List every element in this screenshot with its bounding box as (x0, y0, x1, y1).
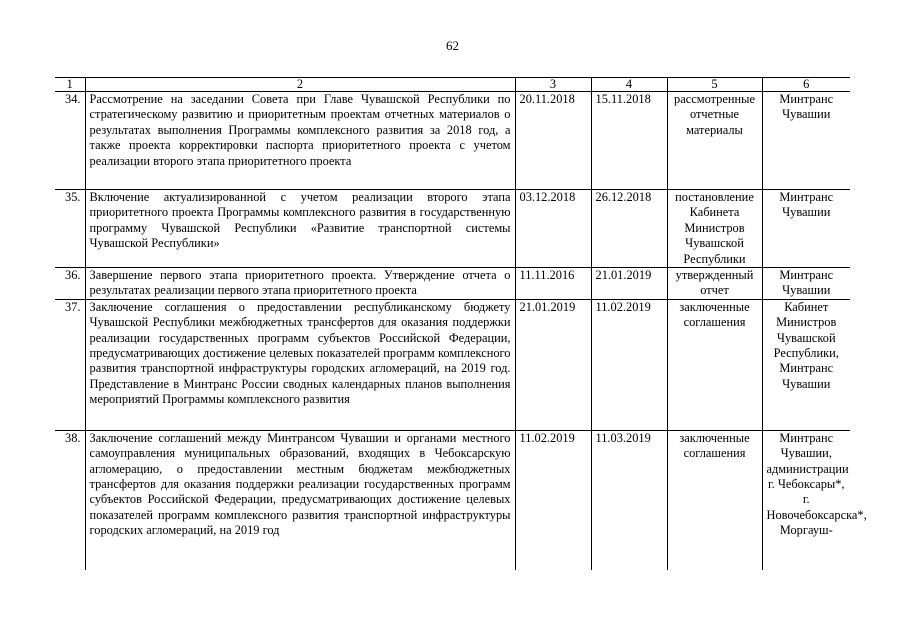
start-date: 21.01.2019 (515, 299, 591, 430)
executor: Минтранс Чувашии (762, 92, 850, 190)
executor: Минтранс Чувашии (762, 268, 850, 300)
end-date: 15.11.2018 (591, 92, 667, 190)
row-number: 35. (55, 190, 85, 268)
row-number: 36. (55, 268, 85, 300)
event-description: Заключение соглашений между Минтрансом Чувашии и органами местного самоуправления муниципальных образований, входящих в Чебоксарскую агломерацию, о предоставлении местным бюджетам межбюджетных трансфертов для оказания поддержки реализации государственных программ субъектов Российской Федерации, предусматривающих достижение целевых показателей программ комплексного развития транспортной инфраструктуры городских агломераций, на 2019 год (85, 430, 515, 570)
result: заключенные соглашения (667, 430, 762, 570)
start-date: 20.11.2018 (515, 92, 591, 190)
column-header: 3 (515, 78, 591, 92)
event-description: Рассмотрение на заседании Совета при Главе Чувашской Республики по стратегическому развитию и приоритетным проектам отчетных материалов о результатах выполнения Программы комплексного развития за 2018 год, а также проекта корректировки паспорта приоритетного проекта с учетом реализации второго этапа приоритетного проекта (85, 92, 515, 190)
plan-table (55, 77, 867, 570)
table-row (55, 299, 850, 430)
table-row (55, 92, 850, 190)
executor: Минтранс Чувашии (762, 190, 850, 268)
result: постановление Кабинета Министров Чувашской Республики (667, 190, 762, 268)
start-date: 11.02.2019 (515, 430, 591, 570)
row-number: 38. (55, 430, 85, 570)
result: заключенные соглашения (667, 299, 762, 430)
table-row (55, 190, 850, 268)
column-header: 5 (667, 78, 762, 92)
header-row (55, 78, 850, 92)
start-date: 11.11.2016 (515, 268, 591, 300)
result: утвержденный отчет (667, 268, 762, 300)
column-header: 4 (591, 78, 667, 92)
event-description: Завершение первого этапа приоритетного проекта. Утверждение отчета о результатах реализации первого этапа приоритетного проекта (85, 268, 515, 300)
result: рассмотренные отчетные материалы (667, 92, 762, 190)
table-row (55, 430, 850, 570)
executor: Кабинет Министров Чувашской Республики, Минтранс Чувашии (762, 299, 850, 430)
column-header: 1 (55, 78, 85, 92)
end-date: 21.01.2019 (591, 268, 667, 300)
column-header: 6 (762, 78, 850, 92)
end-date: 26.12.2018 (591, 190, 667, 268)
end-date: 11.03.2019 (591, 430, 667, 570)
event-description: Заключение соглашения о предоставлении республиканскому бюджету Чувашской Республики межбюджетных трансфертов для оказания поддержки реализации государственных программ субъектов Российской Федерации, предусматривающих достижение целевых показателей программ комплексного развития транспортной инфраструктуры городских агломераций, на 2019 год. Представление в Минтранс России сводных календарных планов выполнения мероприятий Программы комплексного развития (85, 299, 515, 430)
page-number: 62 (446, 38, 459, 53)
row-number: 37. (55, 299, 85, 430)
table-row (55, 268, 850, 300)
executor: Минтранс Чувашии, администрации г. Чебоксары*, г. Новочебоксарска*, Моргауш- (762, 430, 850, 570)
column-header: 2 (85, 78, 515, 92)
event-description: Включение актуализированной с учетом реализации второго этапа приоритетного проекта Программы комплексного развития в государственную программу Чувашской Республики «Развитие транспортной системы Чувашской Республики» (85, 190, 515, 268)
start-date: 03.12.2018 (515, 190, 591, 268)
row-number: 34. (55, 92, 85, 190)
end-date: 11.02.2019 (591, 299, 667, 430)
